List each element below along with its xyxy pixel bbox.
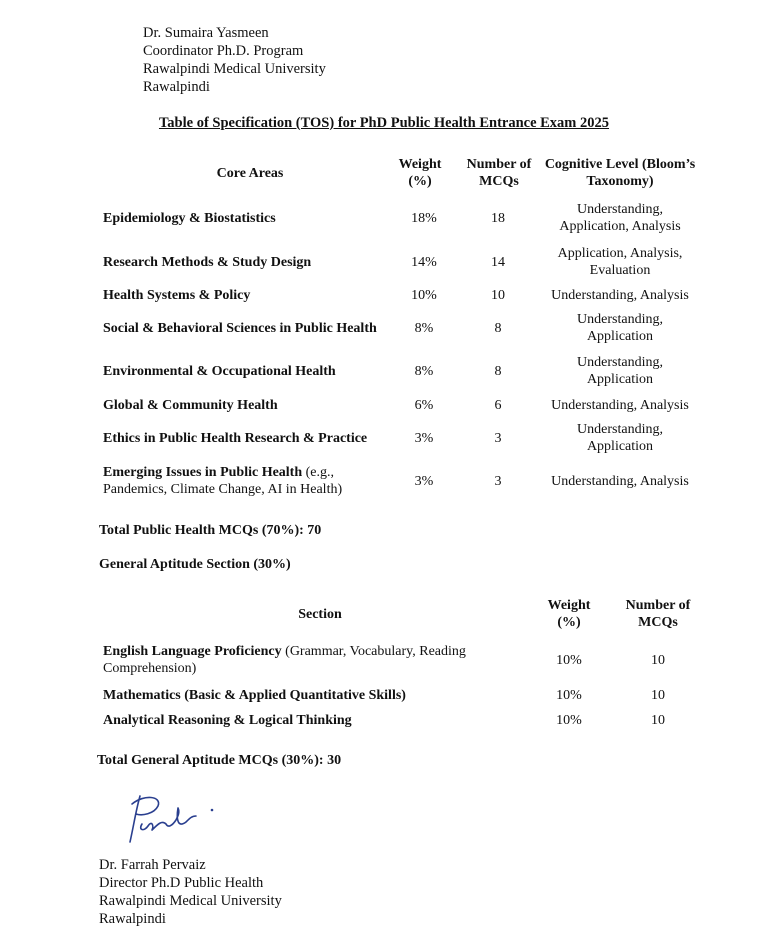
area-cell bbox=[103, 463, 393, 499]
footer-address-block bbox=[99, 856, 282, 928]
coordinator-city: Rawalpindi bbox=[143, 79, 210, 95]
area-label: Global & Community Health bbox=[103, 397, 278, 413]
table-row bbox=[0, 420, 768, 456]
mcq-cell: 10 bbox=[491, 287, 505, 303]
table-row bbox=[0, 244, 768, 280]
mcq-cell: 10 bbox=[651, 687, 665, 703]
area-label: Research Methods & Study Design bbox=[103, 254, 312, 270]
table-row bbox=[0, 642, 768, 678]
area-label: Emerging Issues in Public Health bbox=[103, 465, 303, 480]
cognitive-cell: Understanding, Application bbox=[577, 312, 663, 344]
general-aptitude-title: General Aptitude Section (30%) bbox=[99, 557, 291, 572]
mcq-cell: 8 bbox=[494, 320, 502, 336]
section-label: Mathematics (Basic & Applied Quantitative Skills) bbox=[103, 687, 406, 703]
area-note: (e.g., Pandemics, Climate Change, AI in Health) bbox=[103, 465, 343, 497]
cognitive-cell: Application, Analysis, Evaluation bbox=[557, 246, 683, 278]
area-cell bbox=[103, 420, 393, 456]
signature-icon bbox=[118, 790, 228, 850]
mcq-cell: 10 bbox=[651, 712, 665, 728]
total-public-health: Total Public Health MCQs (70%): 70 bbox=[99, 523, 322, 538]
weight-cell: 10% bbox=[556, 652, 582, 668]
mcq-cell: 6 bbox=[494, 397, 502, 413]
total-general-aptitude: Total General Aptitude MCQs (30%): 30 bbox=[97, 753, 342, 768]
area-label: Health Systems & Policy bbox=[103, 287, 251, 303]
weight-cell: 14% bbox=[411, 254, 437, 270]
col-header-apt-mcqs: Number of MCQs bbox=[625, 598, 691, 630]
director-institution: Rawalpindi Medical University bbox=[99, 893, 282, 909]
table-row bbox=[0, 200, 768, 236]
weight-cell: 8% bbox=[414, 320, 434, 336]
section-label: English Language Proficiency bbox=[103, 644, 282, 659]
director-designation: Director Ph.D Public Health bbox=[99, 875, 264, 891]
mcq-cell: 8 bbox=[494, 363, 502, 379]
area-cell bbox=[103, 353, 393, 389]
area-text bbox=[103, 464, 393, 498]
cognitive-cell: Understanding, Application, Analysis bbox=[559, 202, 681, 234]
area-cell bbox=[103, 200, 393, 236]
col-header-core-areas: Core Areas bbox=[216, 166, 284, 181]
coordinator-designation: Coordinator Ph.D. Program bbox=[143, 43, 304, 59]
header-address-block bbox=[143, 24, 326, 96]
cognitive-cell: Understanding, Analysis bbox=[551, 397, 689, 413]
mcq-cell: 3 bbox=[494, 430, 502, 446]
area-cell bbox=[103, 285, 393, 305]
weight-cell: 10% bbox=[556, 687, 582, 703]
col-header-cognitive: Cognitive Level (Bloom’s Taxonomy) bbox=[544, 157, 696, 189]
area-cell bbox=[103, 244, 393, 280]
cognitive-cell: Understanding, Application bbox=[577, 355, 663, 387]
area-cell bbox=[103, 395, 393, 415]
cognitive-cell: Understanding, Analysis bbox=[551, 287, 689, 303]
table-row bbox=[0, 685, 768, 705]
section-note: (Grammar, Vocabulary, Reading Comprehension) bbox=[103, 644, 466, 676]
col-header-apt-weight: Weight (%) bbox=[547, 598, 591, 630]
document-title: Table of Specification (TOS) for PhD Public Health Entrance Exam 2025 bbox=[158, 115, 610, 131]
area-cell bbox=[103, 310, 398, 346]
mcq-cell: 3 bbox=[494, 473, 502, 489]
col-header-mcqs: Number of MCQs bbox=[466, 157, 532, 189]
director-signature bbox=[118, 790, 228, 850]
weight-cell: 18% bbox=[411, 210, 437, 226]
area-label: Environmental & Occupational Health bbox=[103, 363, 336, 379]
col-header-section: Section bbox=[298, 607, 342, 622]
mcq-cell: 14 bbox=[491, 254, 505, 270]
director-name: Dr. Farrah Pervaiz bbox=[99, 857, 206, 873]
table-row bbox=[0, 710, 768, 730]
coordinator-institution: Rawalpindi Medical University bbox=[143, 61, 326, 77]
col-header-weight: Weight (%) bbox=[398, 157, 442, 189]
table-row bbox=[0, 285, 768, 305]
weight-cell: 3% bbox=[414, 473, 434, 489]
coordinator-name: Dr. Sumaira Yasmeen bbox=[143, 25, 269, 41]
section-cell bbox=[103, 685, 503, 705]
weight-cell: 6% bbox=[414, 397, 434, 413]
table-row bbox=[0, 310, 768, 346]
mcq-cell: 18 bbox=[491, 210, 505, 226]
area-label: Epidemiology & Biostatistics bbox=[103, 210, 276, 226]
weight-cell: 8% bbox=[414, 363, 434, 379]
director-city: Rawalpindi bbox=[99, 911, 166, 927]
mcq-cell: 10 bbox=[651, 652, 665, 668]
weight-cell: 10% bbox=[556, 712, 582, 728]
section-label: Analytical Reasoning & Logical Thinking bbox=[103, 712, 352, 728]
section-cell bbox=[103, 710, 503, 730]
weight-cell: 10% bbox=[411, 287, 437, 303]
weight-cell: 3% bbox=[414, 430, 434, 446]
table-row bbox=[0, 353, 768, 389]
cognitive-cell: Understanding, Analysis bbox=[551, 473, 689, 489]
cognitive-cell: Understanding, Application bbox=[577, 422, 663, 454]
section-text bbox=[103, 643, 503, 677]
table-row bbox=[0, 395, 768, 415]
table-row bbox=[0, 463, 768, 499]
section-cell bbox=[103, 642, 503, 678]
area-label: Ethics in Public Health Research & Practice bbox=[103, 430, 368, 446]
area-label: Social & Behavioral Sciences in Public Health bbox=[103, 320, 377, 336]
